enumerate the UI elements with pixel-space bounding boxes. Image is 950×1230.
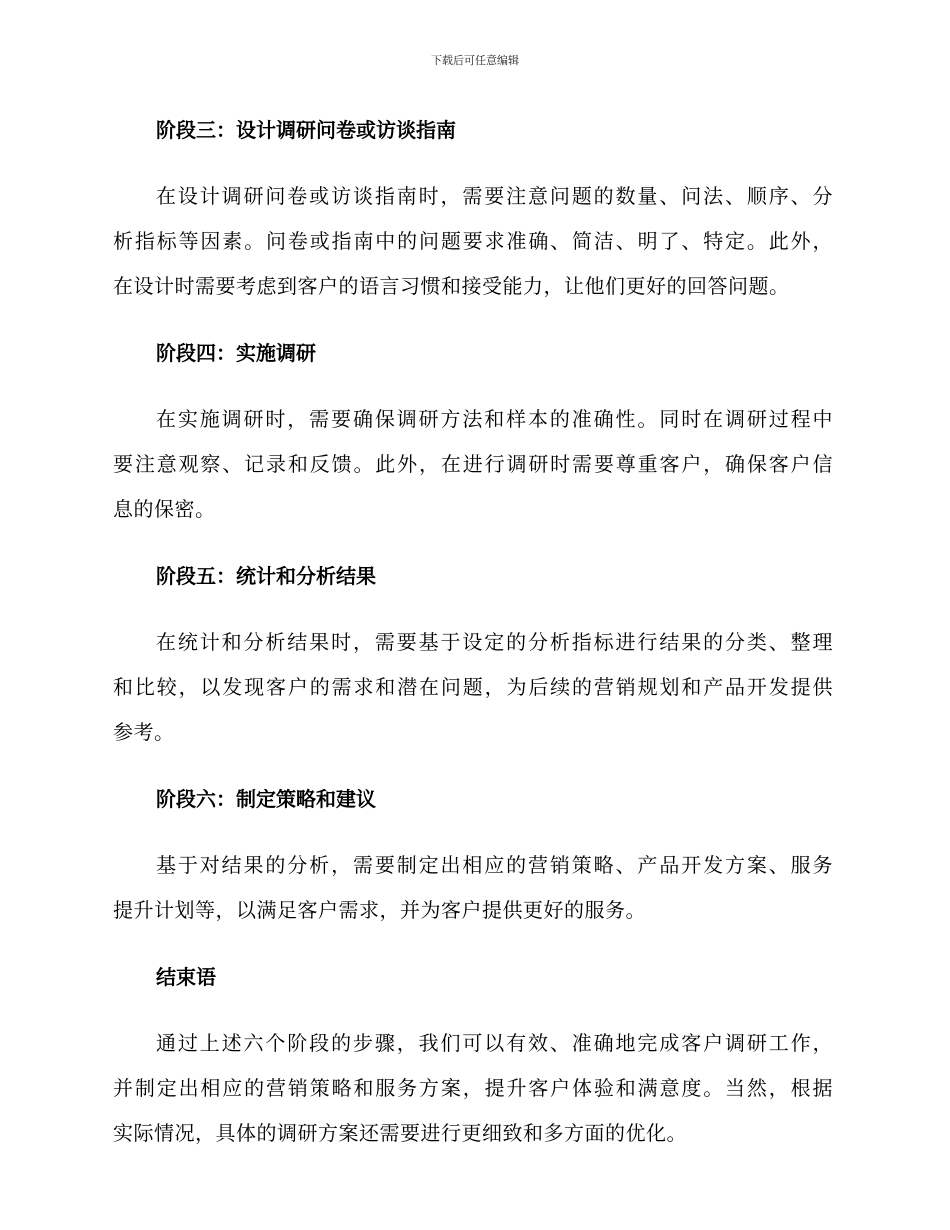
section-stage-six [113,779,833,933]
paragraph-line: 实际情况，具体的调研方案还需要进行更细致和多方面的优化。 [113,1121,687,1145]
paragraph-line: 参考。 [113,720,175,744]
section-paragraph [113,174,833,309]
paragraph-line: 要注意观察、记录和反馈。此外，在进行调研时需要尊重客户，确保客户信 [113,452,833,476]
section-stage-three [113,110,833,309]
section-heading: 结束语 [156,965,216,989]
paragraph-line: 在设计调研问卷或访谈指南时，需要注意问题的数量、问法、顺序、分 [156,184,833,208]
section-heading: 阶段五：统计和分析结果 [156,564,376,588]
paragraph-line: 在设计时需要考虑到客户的语言习惯和接受能力，让他们更好的回答问题。 [113,274,790,298]
paragraph-line: 通过上述六个阶段的步骤，我们可以有效、准确地完成客户调研工作， [156,1031,833,1055]
paragraph-line: 析指标等因素。问卷或指南中的问题要求准确、简洁、明了、特定。此外， [113,229,833,253]
paragraph-line: 在统计和分析结果时，需要基于设定的分析指标进行结果的分类、整理 [156,630,833,654]
paragraph-line: 和比较，以发现客户的需求和潜在问题，为后续的营销规划和产品开发提供 [113,675,833,699]
paragraph-line: 在实施调研时，需要确保调研方法和样本的准确性。同时在调研过程中 [156,407,833,431]
section-paragraph [113,843,833,933]
paragraph-line: 基于对结果的分析，需要制定出相应的营销策略、产品开发方案、服务 [156,853,833,877]
section-stage-four [113,333,833,532]
section-conclusion [113,957,833,1156]
section-stage-five [113,556,833,755]
section-heading: 阶段三：设计调研问卷或访谈指南 [156,118,456,142]
section-paragraph [113,1021,833,1156]
paragraph-line: 提升计划等，以满足客户需求，并为客户提供更好的服务。 [113,898,646,922]
section-paragraph [113,620,833,755]
paragraph-line: 息的保密。 [113,497,216,521]
section-heading: 阶段四：实施调研 [156,341,316,365]
page-header-note: 下载后可任意编辑 [431,54,519,67]
section-paragraph [113,397,833,532]
document-body [113,110,833,1180]
section-heading: 阶段六：制定策略和建议 [156,787,376,811]
paragraph-line: 并制定出相应的营销策略和服务方案，提升客户体验和满意度。当然，根据 [113,1076,833,1100]
